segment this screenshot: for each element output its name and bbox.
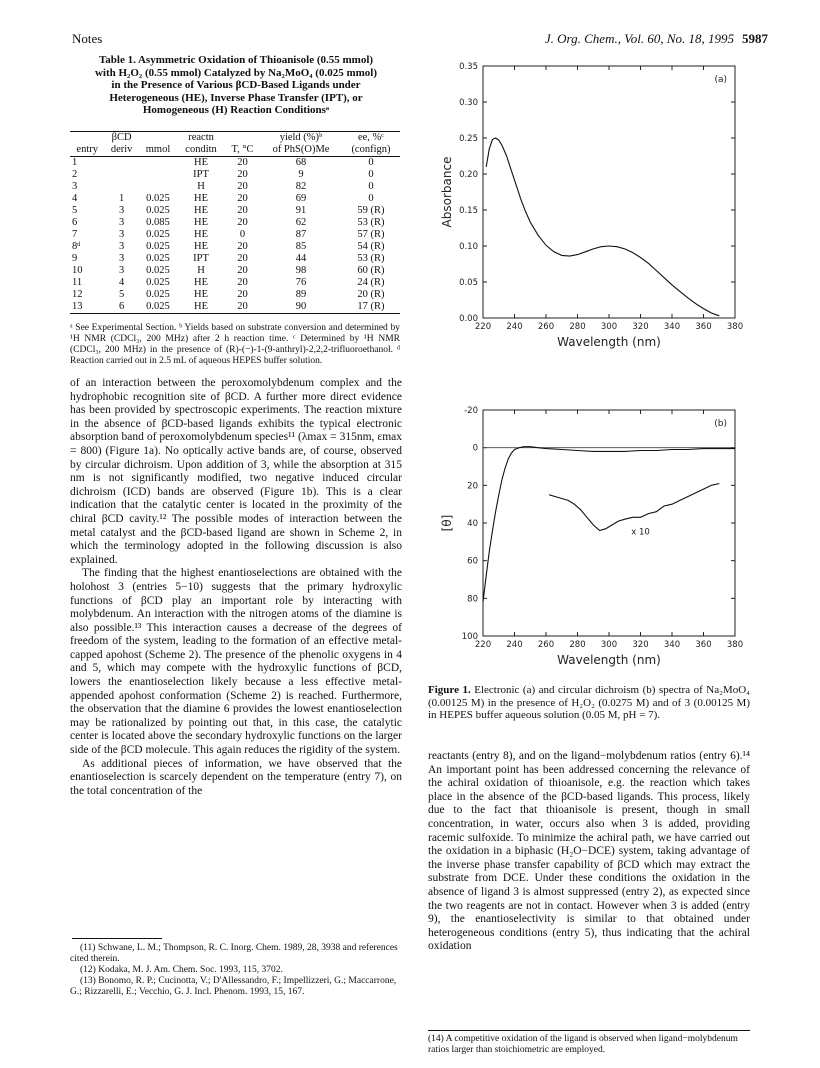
table-cell: IPT — [193, 253, 209, 264]
annotation-label: x 10 — [631, 527, 650, 538]
table-cell: 0 — [368, 181, 374, 192]
table-header-cell: deriv — [110, 144, 133, 155]
table-cell: 0.025 — [146, 277, 170, 288]
footnote-rule — [428, 1030, 750, 1031]
table-header-cell: T, °C — [231, 144, 254, 155]
table-cell: 2 — [72, 169, 78, 180]
x-tick-label: 300 — [600, 640, 618, 650]
table-cell: 4 — [72, 193, 78, 204]
table-cell: 89 — [295, 289, 307, 300]
table-cell: 3 — [118, 241, 125, 252]
table-cell: 68 — [295, 157, 307, 168]
table-cell: HE — [194, 277, 209, 288]
table-cell: 7 — [72, 229, 78, 240]
x-axis-label: Wavelength (nm) — [557, 335, 661, 349]
table-cell: 20 — [237, 241, 248, 252]
table-header-cell — [225, 132, 260, 144]
table-cell: 20 — [237, 301, 248, 312]
table-cell: 20 — [237, 169, 248, 180]
table-cell: 20 — [237, 181, 248, 192]
table-header-cell — [70, 132, 104, 144]
table-cell — [139, 169, 177, 181]
table-caption: Table 1. Asymmetric Oxidation of Thioanisole (0.55 mmol) with H₂O₂ (0.55 mmol) Catalyzed by Na₂MoO₄ (0.025 mmol) in the Presence of Various βCD-Based Ligands under Heterogeneous (HE), Inverse Phase Transfer (IPT), or Homogeneous (H) Reaction Conditionsᵃ — [94, 54, 378, 116]
footnote: (13) Bonomo, R. P.; Cucinotta, V.; D'Allessandro, F.; Impellizzeri, G.; Maccarrone, G.; Rizzarelli, E.; Vecchio, G. J. Incl. Phenom. 1993, 15, 167. — [70, 976, 397, 997]
x-tick-label: 260 — [537, 322, 555, 332]
table-cell: HE — [194, 301, 209, 312]
table-cell: 82 — [295, 181, 307, 192]
table-cell: 20 — [237, 265, 248, 276]
table-cell: 57 (R) — [357, 229, 385, 240]
table-cell: 44 — [295, 253, 307, 264]
y-tick-label: 0.10 — [459, 242, 478, 252]
x-tick-label: 240 — [506, 322, 523, 332]
table-cell: HE — [194, 241, 209, 252]
table-cell: IPT — [193, 169, 209, 180]
table-cell: 0.025 — [146, 253, 170, 264]
table-cell: 53 (R) — [357, 217, 385, 228]
table-cell — [104, 169, 138, 181]
table-cell: 87 — [295, 229, 307, 240]
table-cell: HE — [194, 229, 209, 240]
table-cell: 0 — [368, 193, 374, 204]
y-tick-label: 60 — [467, 556, 478, 567]
table-cell: 0.025 — [146, 289, 170, 300]
table-cell: 17 (R) — [357, 301, 385, 312]
table-cell: 5 — [72, 205, 78, 216]
table-cell: 5 — [118, 289, 125, 300]
table-cell: 8ᵈ — [72, 241, 81, 252]
table-header-cell: (confign) — [351, 144, 391, 155]
table-rule — [70, 314, 400, 315]
table-cell: 20 — [237, 205, 248, 216]
table-cell: 3 — [118, 253, 125, 264]
y-tick-label: 40 — [467, 519, 478, 529]
table-row — [70, 289, 400, 301]
table-cell: 0.025 — [146, 265, 170, 276]
table-row — [70, 265, 400, 277]
table-cell: 0.025 — [146, 205, 170, 216]
table-cell: 3 — [118, 217, 125, 228]
x-tick-label: 360 — [695, 322, 712, 332]
y-tick-label: 20 — [467, 481, 478, 492]
y-axis-label: [θ] — [440, 514, 454, 532]
table-cell: HE — [194, 157, 209, 168]
table-footnotes: ᵃ See Experimental Section. ᵇ Yields based on substrate conversion and determined by ¹H NMR (CDCl₃, 200 MHz) after 2 h reaction time. ᶜ Determined by ¹H NMR (CDCl₃, 200 MHz) in the presence of (R)-(−)-1-(9-anthryl)-2,2,2-trifluoroethanol. ᵈ Reaction carried out in 2.5 mL of aqueous HEPES buffer solution. — [70, 323, 400, 366]
table-cell: 9 — [298, 169, 304, 180]
table-cell: 0.025 — [146, 193, 170, 204]
y-tick-label: 100 — [461, 632, 478, 642]
footnote-rule — [72, 938, 162, 939]
x-tick-label: 220 — [474, 322, 492, 332]
series-line-1 — [486, 138, 719, 316]
table-header-cell: yield (%)ᵇ — [279, 132, 323, 143]
y-tick-label: 0 — [472, 443, 478, 454]
table-cell: 6 — [72, 217, 78, 228]
table-cell: H — [197, 181, 205, 192]
table-cell — [139, 157, 177, 169]
table-cell: 6 — [118, 301, 125, 312]
figure-caption — [428, 684, 750, 722]
table-cell: 85 — [295, 241, 307, 252]
y-tick-label: 0.25 — [459, 134, 478, 144]
table-row — [70, 217, 400, 229]
figure-label: Figure 1. — [428, 684, 471, 696]
figure-1a-chart — [415, 58, 775, 358]
table-row — [70, 181, 400, 193]
table-cell: 3 — [118, 205, 125, 216]
journal-citation: J. Org. Chem., Vol. 60, No. 18, 1995 — [544, 31, 734, 46]
table-cell: 3 — [118, 229, 125, 240]
x-tick-label: 380 — [726, 322, 744, 332]
table-cell: 20 — [237, 277, 248, 288]
x-tick-label: 360 — [695, 640, 712, 650]
y-tick-label: 0.15 — [459, 206, 478, 216]
x-tick-label: 320 — [632, 640, 649, 650]
table-cell: 76 — [295, 277, 307, 288]
table-header-cell: ee, %ᶜ — [357, 132, 384, 143]
x-tick-label: 380 — [726, 640, 744, 650]
table-cell: 12 — [72, 289, 83, 300]
table-row — [70, 253, 400, 265]
footnote: (12) Kodaka, M. J. Am. Chem. Soc. 1993, 115, 3702. — [80, 965, 283, 975]
table-cell: 0 — [239, 229, 246, 240]
footnote: (14) A competitive oxidation of the ligand is observed when ligand−molybdenum ratios larger than stoichiometric are employed. — [428, 1034, 738, 1055]
x-tick-label: 220 — [474, 640, 492, 650]
table-cell: 20 — [237, 253, 248, 264]
table-cell: 0.085 — [146, 217, 170, 228]
x-tick-label: 240 — [506, 640, 523, 650]
table-cell — [139, 181, 177, 193]
running-header-right — [545, 31, 768, 47]
table-cell: 60 (R) — [357, 265, 385, 276]
table-header-cell: entry — [76, 144, 98, 155]
body-paragraph: The finding that the highest enantioselections are obtained with the holohost 3 (entries 5−10) suggests that the primary hydroxylic functions of βCD play an important role by interacting with molybdenum. An interaction with the nitrogen atoms of the diamine is also possible.¹³ This interaction causes a decrease of the degrees of freedom of the system, leading to the formation of an effective metal-capped apohost (Scheme 2). The presence of the phenolic oxygens in 4 and 5, which may compete with the hydroxylic functions of βCD, lowers the enantioselection likely because a less effective metal-appended apohost conformation (Scheme 2) is reached. Furthermore, the observation that the diamine 6 provides the lowest enantioselection may be rationalized by pointing out that, in this case, the catalytic center is located above the secondary hydroxylic functions on the larger side of the βCD molecule. This again reduces the rigidity of the system. — [70, 567, 402, 757]
y-tick-label: 0.05 — [459, 278, 478, 288]
table-cell: 20 — [237, 193, 248, 204]
table-cell: HE — [194, 217, 209, 228]
table-cell: 0.025 — [146, 229, 170, 240]
table-row — [70, 193, 400, 205]
table-header-row — [70, 132, 400, 144]
y-tick-label: 80 — [467, 594, 478, 605]
footnote: (11) Schwane, L. M.; Thompson, R. C. Inorg. Chem. 1989, 28, 3938 and references cited therein. — [70, 943, 398, 964]
x-tick-label: 300 — [600, 322, 618, 332]
table-cell: 20 (R) — [357, 289, 385, 300]
table-cell: 13 — [72, 301, 83, 312]
body-paragraph: of an interaction between the peroxomolybdenum complex and the hydrophobic recognition site of βCD. A further more direct evidence has been provided by spectroscopic experiments. The reaction mixture in the absence of βCD-based ligands exhibits the typical electronic absorption band of peroxomolybdenum species¹¹ (λmax = 315nm, εmax = 800) (Figure 1a). No optically active bands are, of course, observed by circular dichroism. Upon addition of 3, while the absorption at 315 nm is not significantly modified, two negative induced circular dichroism (ICD) bands are observed (Figure 1b). This is a clear indication that the catalytic center is located in the proximity of the chiral βCD cavity.¹² The possible modes of interaction between the metal catalyst and the βCD-based ligand are shown in Scheme 2, in which the terminology adopted in the following discussion is also explained. — [70, 377, 402, 566]
y-tick-label: 0.20 — [459, 170, 478, 180]
table-cell: 11 — [72, 277, 83, 288]
left-column-body — [70, 377, 402, 798]
y-tick-label: 0.00 — [459, 314, 478, 324]
table-header-cell: βCD — [111, 132, 132, 143]
running-header-left: Notes — [72, 31, 103, 46]
table-cell: 24 (R) — [357, 277, 385, 288]
table-header-cell — [139, 132, 177, 144]
y-tick-label: -20 — [464, 406, 478, 416]
table-cell: HE — [194, 193, 209, 204]
table-row — [70, 229, 400, 241]
table-row — [70, 301, 400, 314]
series-line-1 — [483, 447, 735, 602]
table-cell: 0 — [368, 169, 374, 180]
table-row — [70, 205, 400, 217]
x-tick-label: 320 — [632, 322, 649, 332]
table-cell: 98 — [295, 265, 307, 276]
table-header-cell: of PhS(O)Me — [272, 144, 330, 155]
table-row — [70, 277, 400, 289]
table-cell — [104, 157, 138, 169]
table-cell: HE — [194, 205, 209, 216]
table-cell: 0 — [368, 157, 374, 168]
table-cell: HE — [194, 289, 209, 300]
table-cell: 20 — [237, 157, 248, 168]
plot-frame — [483, 66, 735, 318]
x-tick-label: 280 — [569, 322, 586, 332]
table-cell: 54 (R) — [357, 241, 385, 252]
page-number: 5987 — [742, 31, 768, 46]
table-cell: 20 — [237, 289, 248, 300]
y-tick-label: 0.35 — [459, 62, 478, 72]
table-cell: 90 — [295, 301, 307, 312]
table-cell: 69 — [295, 193, 307, 204]
table-cell — [104, 181, 138, 193]
table-header-row — [70, 144, 400, 157]
series-line-2 — [549, 484, 719, 531]
table-cell: 1 — [72, 157, 78, 168]
right-column-body — [428, 750, 750, 954]
table-cell: 62 — [295, 217, 307, 228]
table-cell: 0.025 — [146, 301, 170, 312]
table-cell: 1 — [118, 193, 125, 204]
figure-caption-text: Electronic (a) and circular dichroism (b) spectra of Na₂MoO₄ (0.00125 M) in the presence of H₂O₂ (0.0275 M) and of 3 (0.00125 M) in HEPES buffer aqueous solution (0.05 M, pH = 7). — [428, 684, 750, 722]
y-axis-label: Absorbance — [440, 156, 454, 228]
table-cell: 10 — [72, 265, 83, 276]
table-row — [70, 241, 400, 253]
table-cell: 20 — [237, 217, 248, 228]
x-axis-label: Wavelength (nm) — [557, 653, 661, 667]
plot-frame — [483, 410, 735, 636]
table-cell: 91 — [295, 205, 307, 216]
table-cell: 4 — [118, 277, 125, 288]
x-tick-label: 340 — [663, 640, 681, 650]
x-tick-label: 280 — [569, 640, 586, 650]
table-cell: 0.025 — [146, 241, 170, 252]
table-row — [70, 169, 400, 181]
y-tick-label: 0.30 — [459, 98, 478, 108]
table-cell: 53 (R) — [357, 253, 385, 264]
data-table — [70, 131, 400, 314]
table-cell: 9 — [72, 253, 78, 264]
panel-label: (a) — [714, 75, 727, 85]
footnotes — [70, 943, 402, 998]
x-tick-label: 260 — [537, 640, 555, 650]
body-paragraph: As additional pieces of information, we have observed that the enantioselection is scarcely dependent on the temperature (entry 7), on the total concentration of the — [70, 757, 402, 797]
table-header-cell: conditn — [185, 144, 217, 155]
table-header-cell: reactn — [188, 132, 214, 143]
table-cell: 3 — [72, 181, 78, 192]
table-row — [70, 157, 400, 169]
table-header-cell: mmol — [145, 144, 171, 155]
figure-1b-chart — [415, 400, 775, 675]
table-cell: 3 — [118, 265, 125, 276]
body-paragraph: reactants (entry 8), and on the ligand−molybdenum ratios (entry 6).¹⁴ An important point has been addressed concerning the relevance of the achiral oxidation of thioanisole, e.g. the reaction which takes place in the absence of the βCD-based ligands. This process, likely due to the fact that thioanisole is present, though in small concentration, in water, occurs also when 3 is added, providing racemic sulfoxide. To minimize the achiral path, we have carried out the oxidation in a biphasic (H₂O−DCE) system, taking advantage of the inverse phase transfer capability of βCD which may extract the substrate from DCE. Under these conditions the oxidation in the absence of ligand 3 is almost suppressed (entry 2), as expected since the two reagents are not in contact. However when 3 is added (entry 9), the enantioselectivity is similar to that obtained under heterogeneous conditions (entry 5), thus indicating that the achiral oxidation — [428, 750, 750, 953]
table-cell: 59 (R) — [357, 205, 385, 216]
x-tick-label: 340 — [663, 322, 681, 332]
panel-label: (b) — [714, 419, 727, 429]
table-cell: H — [197, 265, 205, 276]
